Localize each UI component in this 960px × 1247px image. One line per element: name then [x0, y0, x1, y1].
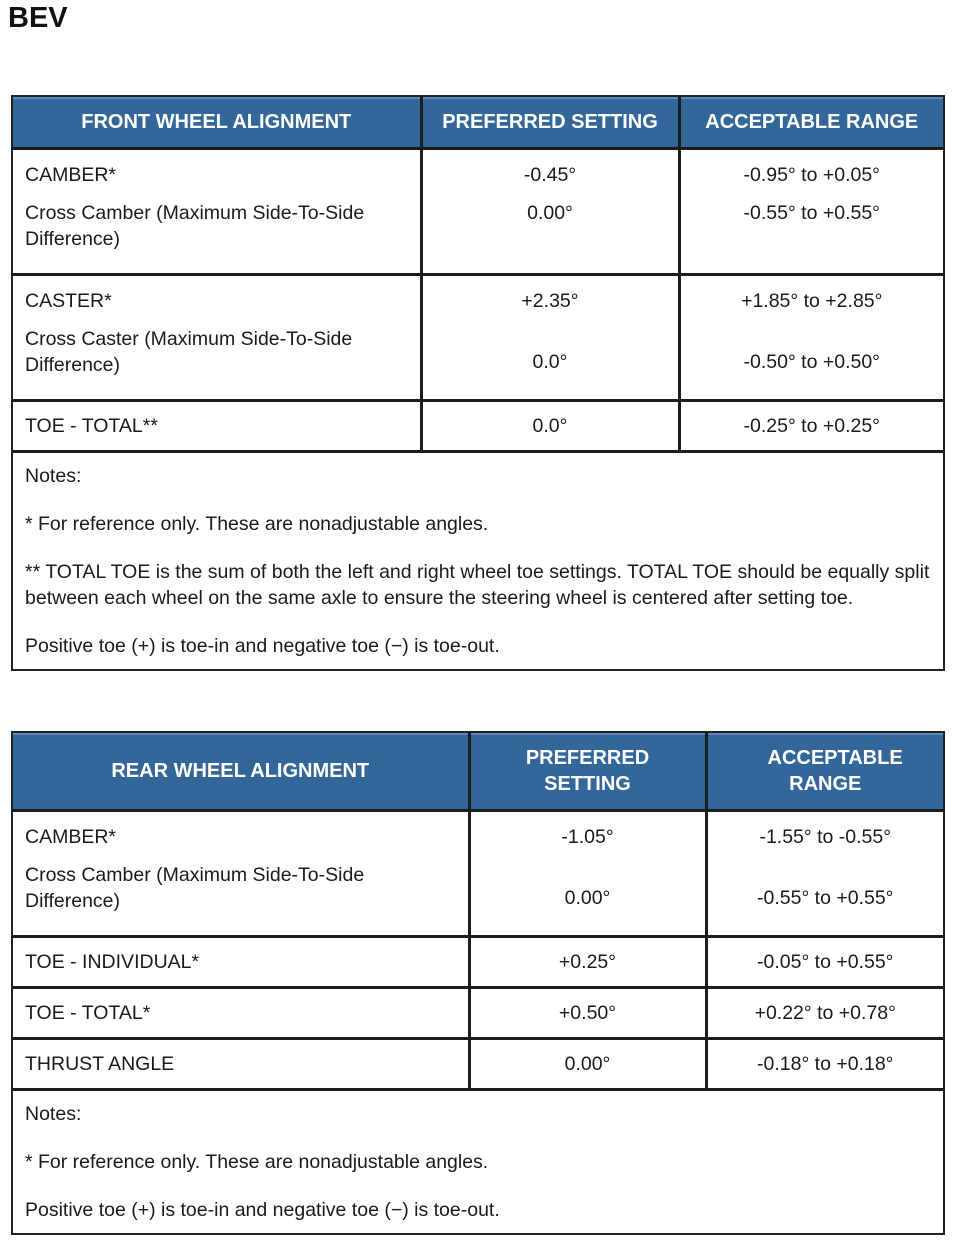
range-value: +1.85° to +2.85° [679, 274, 944, 326]
row-label: Cross Camber (Maximum Side-To-Side Difference) [12, 200, 421, 274]
column-header: ACCEPTABLE RANGE [706, 732, 944, 810]
notes-row [12, 451, 944, 670]
row-label: CASTER* [25, 289, 112, 312]
note-text: * For reference only. These are nonadjustable angles. [25, 1150, 489, 1173]
table-header-row [12, 96, 944, 148]
table-row [12, 326, 944, 400]
range-value: -0.55° to +0.55° [706, 862, 944, 936]
table-row [12, 148, 944, 200]
table-row [12, 810, 944, 862]
row-label: CAMBER* [25, 825, 117, 848]
range-value: -0.95° to +0.05° [679, 148, 944, 200]
rear-alignment-table [11, 731, 945, 1235]
preferred-value: -1.05° [469, 810, 706, 862]
row-label: THRUST ANGLE [12, 1038, 469, 1089]
row-label: Cross Caster (Maximum Side-To-Side Difference) [12, 326, 421, 400]
notes-cell [12, 1089, 944, 1234]
range-value: -1.55° to -0.55° [706, 810, 944, 862]
row-label: TOE - TOTAL** [12, 400, 421, 451]
range-value: -0.50° to +0.50° [679, 326, 944, 400]
table-row [12, 400, 944, 451]
preferred-value: 0.00° [469, 862, 706, 936]
table-header-row [12, 732, 944, 810]
note-text: ** TOTAL TOE is the sum of both the left and right wheel toe settings. TOTAL TOE should be equally split between each wheel on the same axle to ensure the steering wheel is centered after setting toe. [25, 560, 930, 609]
notes-heading: Notes: [25, 1102, 82, 1125]
range-value: +0.22° to +0.78° [706, 987, 944, 1038]
front-alignment-table [11, 95, 945, 671]
column-header: REAR WHEEL ALIGNMENT [12, 732, 469, 810]
row-label: Cross Camber (Maximum Side-To-Side Difference) [12, 862, 469, 936]
row-label: TOE - INDIVIDUAL* [12, 936, 469, 987]
note-text: Positive toe (+) is toe-in and negative toe (−) is toe-out. [25, 1198, 500, 1221]
range-value: -0.55° to +0.55° [679, 200, 944, 274]
table-row [12, 200, 944, 274]
preferred-value: 0.0° [421, 400, 679, 451]
row-label: TOE - TOTAL* [12, 987, 469, 1038]
page-title: BEV [8, 2, 68, 34]
preferred-value: 0.00° [421, 200, 679, 274]
preferred-value: +0.25° [469, 936, 706, 987]
notes-row [12, 1089, 944, 1234]
preferred-value: +0.50° [469, 987, 706, 1038]
column-header: PREFERRED SETTING [469, 732, 706, 810]
preferred-value: 0.0° [421, 326, 679, 400]
preferred-value: -0.45° [421, 148, 679, 200]
table-row [12, 1038, 944, 1089]
note-text: Positive toe (+) is toe-in and negative toe (−) is toe-out. [25, 634, 500, 657]
range-value: -0.18° to +0.18° [706, 1038, 944, 1089]
row-label: CAMBER* [25, 163, 117, 186]
notes-cell [12, 451, 944, 670]
column-header: PREFERRED SETTING [421, 96, 679, 148]
column-header: ACCEPTABLE RANGE [679, 96, 944, 148]
preferred-value: 0.00° [469, 1038, 706, 1089]
column-header: FRONT WHEEL ALIGNMENT [12, 96, 421, 148]
note-text: * For reference only. These are nonadjustable angles. [25, 512, 489, 535]
table-row [12, 862, 944, 936]
notes-heading: Notes: [25, 464, 82, 487]
table-row [12, 936, 944, 987]
range-value: -0.25° to +0.25° [679, 400, 944, 451]
preferred-value: +2.35° [421, 274, 679, 326]
table-row [12, 987, 944, 1038]
table-row [12, 274, 944, 326]
range-value: -0.05° to +0.55° [706, 936, 944, 987]
